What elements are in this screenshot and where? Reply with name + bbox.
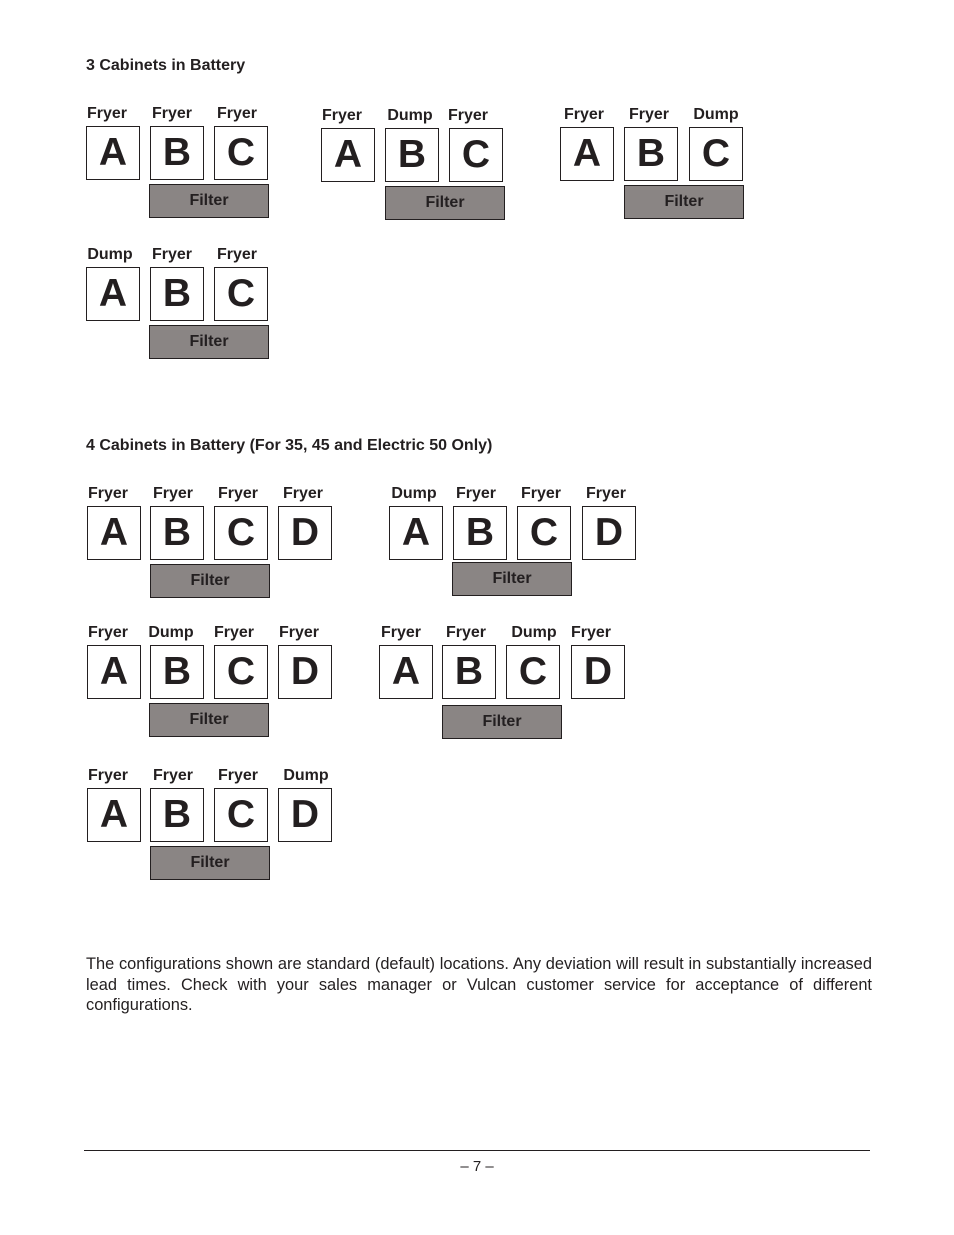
cabinet-label-b: Fryer [445,624,487,641]
cabinet-label-c: Fryer [216,105,258,122]
filter-box: Filter [442,705,562,739]
section-heading-3-cabinets: 3 Cabinets in Battery [86,57,246,74]
cabinet-label-d: Fryer [585,485,627,502]
cabinet-box-b: B [150,506,204,560]
cabinet-box-d: D [278,506,332,560]
config-4-fryer-fryer-fryer-fryer [82,484,372,609]
filter-box: Filter [149,325,269,359]
cabinet-label-b: Dump [387,107,433,124]
config-4-dump-fryer-fryer-fryer [385,484,675,609]
configuration-note: The configurations shown are standard (default) locations. Any deviation will result in substantially increased lead times. Check with your sales manager or Vulcan customer service for acceptance of different configurations. [86,955,872,1014]
filter-box: Filter [149,184,269,218]
cabinet-label-c: Fryer [213,624,255,641]
cabinet-label-d: Fryer [278,624,320,641]
cabinet-label-a: Fryer [87,485,129,502]
cabinet-label-c: Fryer [217,485,259,502]
cabinet-box-b: B [385,128,439,182]
cabinet-label-a: Fryer [380,624,422,641]
cabinet-label-c: Dump [693,106,739,123]
config-4-fryer-fryer-dump-fryer [375,623,665,748]
cabinet-box-c: C [214,506,268,560]
cabinet-label-a: Dump [87,246,133,263]
cabinet-box-a: A [379,645,433,699]
cabinet-label-b: Fryer [152,485,194,502]
cabinet-box-d: D [278,788,332,842]
cabinet-box-a: A [86,126,140,180]
cabinet-box-b: B [150,788,204,842]
cabinet-box-c: C [449,128,503,182]
cabinet-label-a: Fryer [87,624,129,641]
cabinet-label-a: Fryer [321,107,363,124]
cabinet-box-a: A [86,267,140,321]
cabinet-box-d: D [582,506,636,560]
cabinet-label-d: Dump [283,767,329,784]
cabinet-box-c: C [214,645,268,699]
cabinet-box-a: A [321,128,375,182]
cabinet-label-b: Fryer [628,106,670,123]
config-4-fryer-dump-fryer-fryer [82,623,372,748]
cabinet-box-c: C [506,645,560,699]
cabinet-label-b: Fryer [152,767,194,784]
cabinet-label-c: Fryer [216,246,258,263]
cabinet-box-c: C [214,267,268,321]
section-heading-4-cabinets: 4 Cabinets in Battery (For 35, 45 and Electric 50 Only) [86,437,493,454]
cabinet-box-b: B [453,506,507,560]
page-number: – 7 – [460,1158,494,1175]
cabinet-box-b: B [150,645,204,699]
footer-rule [84,1150,870,1151]
cabinet-label-d: Fryer [570,624,612,641]
cabinet-box-d: D [278,645,332,699]
filter-box: Filter [452,562,572,596]
cabinet-box-a: A [389,506,443,560]
cabinet-label-a: Fryer [86,105,128,122]
filter-box: Filter [150,564,270,598]
cabinet-label-c: Dump [511,624,557,641]
cabinet-label-d: Fryer [282,485,324,502]
filter-box: Filter [624,185,744,219]
cabinet-label-b: Fryer [455,485,497,502]
cabinet-label-a: Dump [391,485,437,502]
cabinet-box-b: B [150,267,204,321]
cabinet-box-c: C [517,506,571,560]
cabinet-box-a: A [87,645,141,699]
cabinet-label-b: Fryer [151,105,193,122]
cabinet-label-b: Dump [148,624,194,641]
filter-box: Filter [385,186,505,220]
cabinet-box-b: B [442,645,496,699]
filter-box: Filter [150,846,270,880]
cabinet-box-c: C [689,127,743,181]
cabinet-box-a: A [87,506,141,560]
cabinet-box-c: C [214,788,268,842]
config-4-fryer-fryer-fryer-dump [82,766,372,891]
cabinet-label-c: Fryer [447,107,489,124]
cabinet-label-a: Fryer [563,106,605,123]
cabinet-box-c: C [214,126,268,180]
cabinet-label-a: Fryer [87,767,129,784]
cabinet-box-a: A [87,788,141,842]
cabinet-label-c: Fryer [520,485,562,502]
cabinet-label-b: Fryer [151,246,193,263]
cabinet-label-c: Fryer [217,767,259,784]
filter-box: Filter [149,703,269,737]
cabinet-box-d: D [571,645,625,699]
cabinet-box-a: A [560,127,614,181]
cabinet-box-b: B [624,127,678,181]
cabinet-box-b: B [150,126,204,180]
config-3-dump-fryer-fryer [82,245,372,370]
config-3-fryer-fryer-dump [556,105,846,230]
